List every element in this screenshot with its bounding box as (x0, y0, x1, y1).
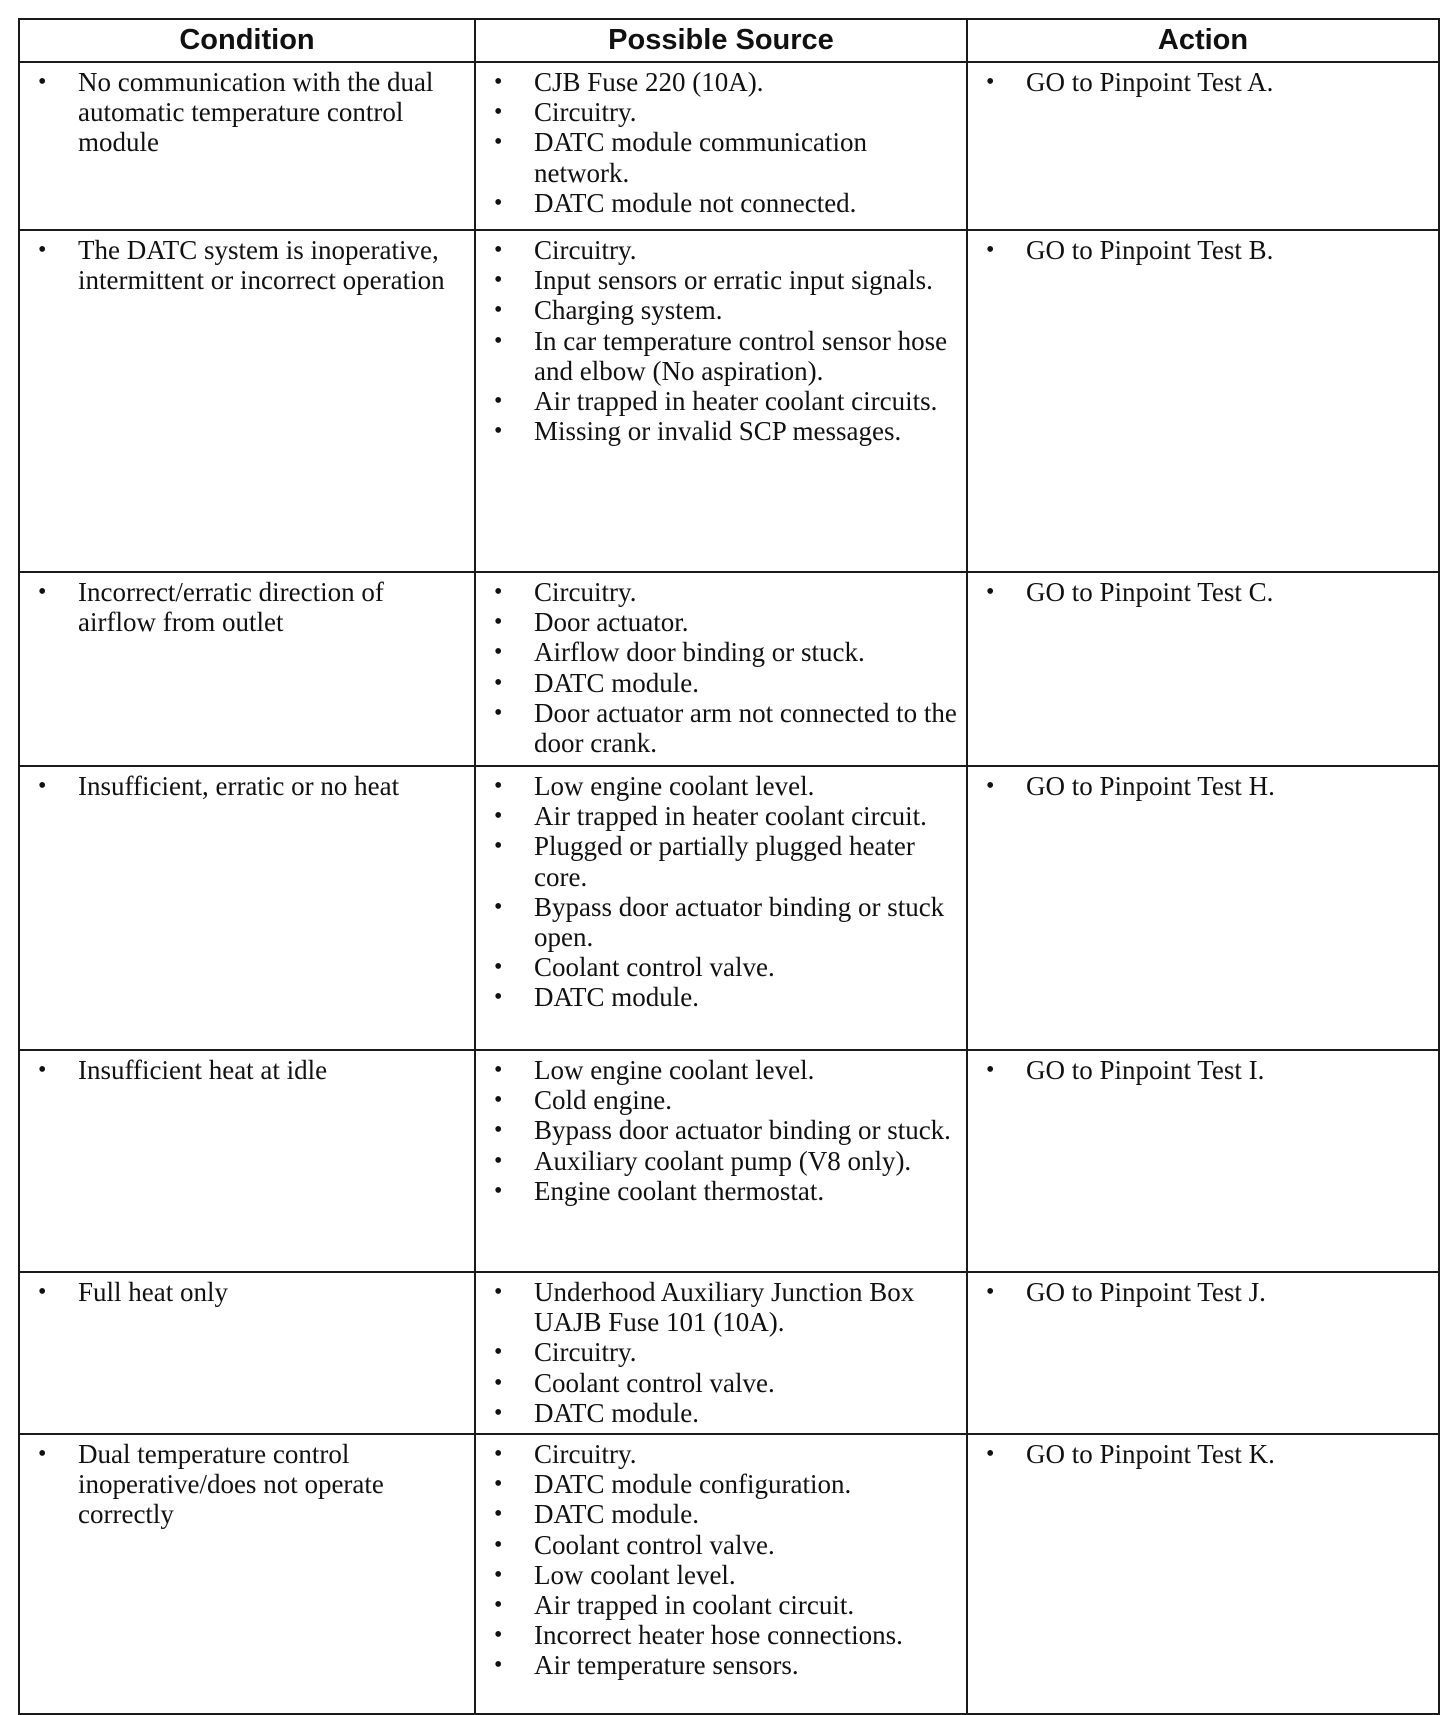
source-item: • Input sensors or erratic input signals. (486, 265, 958, 295)
source-cell (475, 1272, 967, 1434)
table-row (19, 572, 1439, 766)
action-text: • GO to Pinpoint Test B. (978, 235, 1430, 265)
source-item: • CJB Fuse 220 (10A). (486, 67, 958, 97)
table-row (19, 230, 1439, 572)
source-item: • Underhood Auxiliary Junction Box UAJB Fuse 101 (10A). (486, 1277, 958, 1337)
source-item: • Circuitry. (486, 577, 958, 607)
table-row (19, 1272, 1439, 1434)
source-item: • Low coolant level. (486, 1560, 958, 1590)
source-item: • Coolant control valve. (486, 952, 958, 982)
source-item: • Engine coolant thermostat. (486, 1176, 958, 1206)
source-cell (475, 766, 967, 1050)
condition-cell (19, 1434, 475, 1714)
source-item: • Auxiliary coolant pump (V8 only). (486, 1146, 958, 1176)
action-cell (967, 1434, 1439, 1714)
source-item: • Circuitry. (486, 97, 958, 127)
source-cell (475, 62, 967, 230)
condition-text: • Insufficient, erratic or no heat (30, 771, 466, 801)
source-item: • Circuitry. (486, 1439, 958, 1469)
action-cell (967, 1050, 1439, 1272)
action-text: • GO to Pinpoint Test K. (978, 1439, 1430, 1469)
condition-text: • The DATC system is inoperative, intermittent or incorrect operation (30, 235, 466, 295)
condition-cell (19, 1050, 475, 1272)
header-row (19, 19, 1439, 62)
action-text: • GO to Pinpoint Test A. (978, 67, 1430, 97)
source-item: • Coolant control valve. (486, 1368, 958, 1398)
source-item: • Coolant control valve. (486, 1530, 958, 1560)
source-item: • DATC module configuration. (486, 1469, 958, 1499)
source-item: • Circuitry. (486, 1337, 958, 1367)
action-text: • GO to Pinpoint Test H. (978, 771, 1430, 801)
source-cell (475, 1050, 967, 1272)
condition-cell (19, 62, 475, 230)
source-item: • Low engine coolant level. (486, 1055, 958, 1085)
header-possible-source: Possible Source (475, 19, 967, 62)
table-row (19, 1050, 1439, 1272)
source-item: • Airflow door binding or stuck. (486, 637, 958, 667)
action-cell (967, 572, 1439, 766)
source-item: • Air trapped in heater coolant circuits. (486, 386, 958, 416)
condition-text: • Incorrect/erratic direction of airflow from outlet (30, 577, 466, 637)
source-item: • Circuitry. (486, 235, 958, 265)
table-row (19, 1434, 1439, 1714)
source-item: • DATC module. (486, 1398, 958, 1428)
source-cell (475, 1434, 967, 1714)
source-item: • Air trapped in coolant circuit. (486, 1590, 958, 1620)
source-item: • Plugged or partially plugged heater core. (486, 831, 958, 891)
source-item: • Bypass door actuator binding or stuck. (486, 1115, 958, 1145)
source-item: • DATC module not connected. (486, 188, 958, 218)
source-item: • Door actuator. (486, 607, 958, 637)
source-item: • Missing or invalid SCP messages. (486, 416, 958, 446)
source-item: • DATC module communication network. (486, 127, 958, 187)
source-item: • Air trapped in heater coolant circuit. (486, 801, 958, 831)
table-row (19, 766, 1439, 1050)
action-text: • GO to Pinpoint Test C. (978, 577, 1430, 607)
action-text: • GO to Pinpoint Test I. (978, 1055, 1430, 1085)
condition-text: • Insufficient heat at idle (30, 1055, 466, 1085)
source-item: • In car temperature control sensor hose and elbow (No aspiration). (486, 326, 958, 386)
source-item: • Low engine coolant level. (486, 771, 958, 801)
condition-cell (19, 230, 475, 572)
condition-cell (19, 766, 475, 1050)
source-item: • Incorrect heater hose connections. (486, 1620, 958, 1650)
source-cell (475, 230, 967, 572)
diagnostic-document (18, 18, 1438, 1715)
condition-cell (19, 1272, 475, 1434)
source-item: • DATC module. (486, 668, 958, 698)
condition-cell (19, 572, 475, 766)
source-item: • Bypass door actuator binding or stuck open. (486, 892, 958, 952)
table-row (19, 62, 1439, 230)
source-item: • Charging system. (486, 295, 958, 325)
action-cell (967, 62, 1439, 230)
source-item: • DATC module. (486, 1499, 958, 1529)
header-action: Action (967, 19, 1439, 62)
source-item: • Cold engine. (486, 1085, 958, 1115)
action-cell (967, 230, 1439, 572)
source-item: • DATC module. (486, 982, 958, 1012)
condition-text: • Full heat only (30, 1277, 466, 1307)
source-cell (475, 572, 967, 766)
table-body (19, 62, 1439, 1714)
symptom-chart-table (18, 18, 1440, 1715)
action-text: • GO to Pinpoint Test J. (978, 1277, 1430, 1307)
source-item: • Air temperature sensors. (486, 1650, 958, 1680)
condition-text: • Dual temperature control inoperative/does not operate correctly (30, 1439, 466, 1530)
action-cell (967, 766, 1439, 1050)
condition-text: • No communication with the dual automatic temperature control module (30, 67, 466, 158)
source-item: • Door actuator arm not connected to the door crank. (486, 698, 958, 758)
header-condition: Condition (19, 19, 475, 62)
action-cell (967, 1272, 1439, 1434)
